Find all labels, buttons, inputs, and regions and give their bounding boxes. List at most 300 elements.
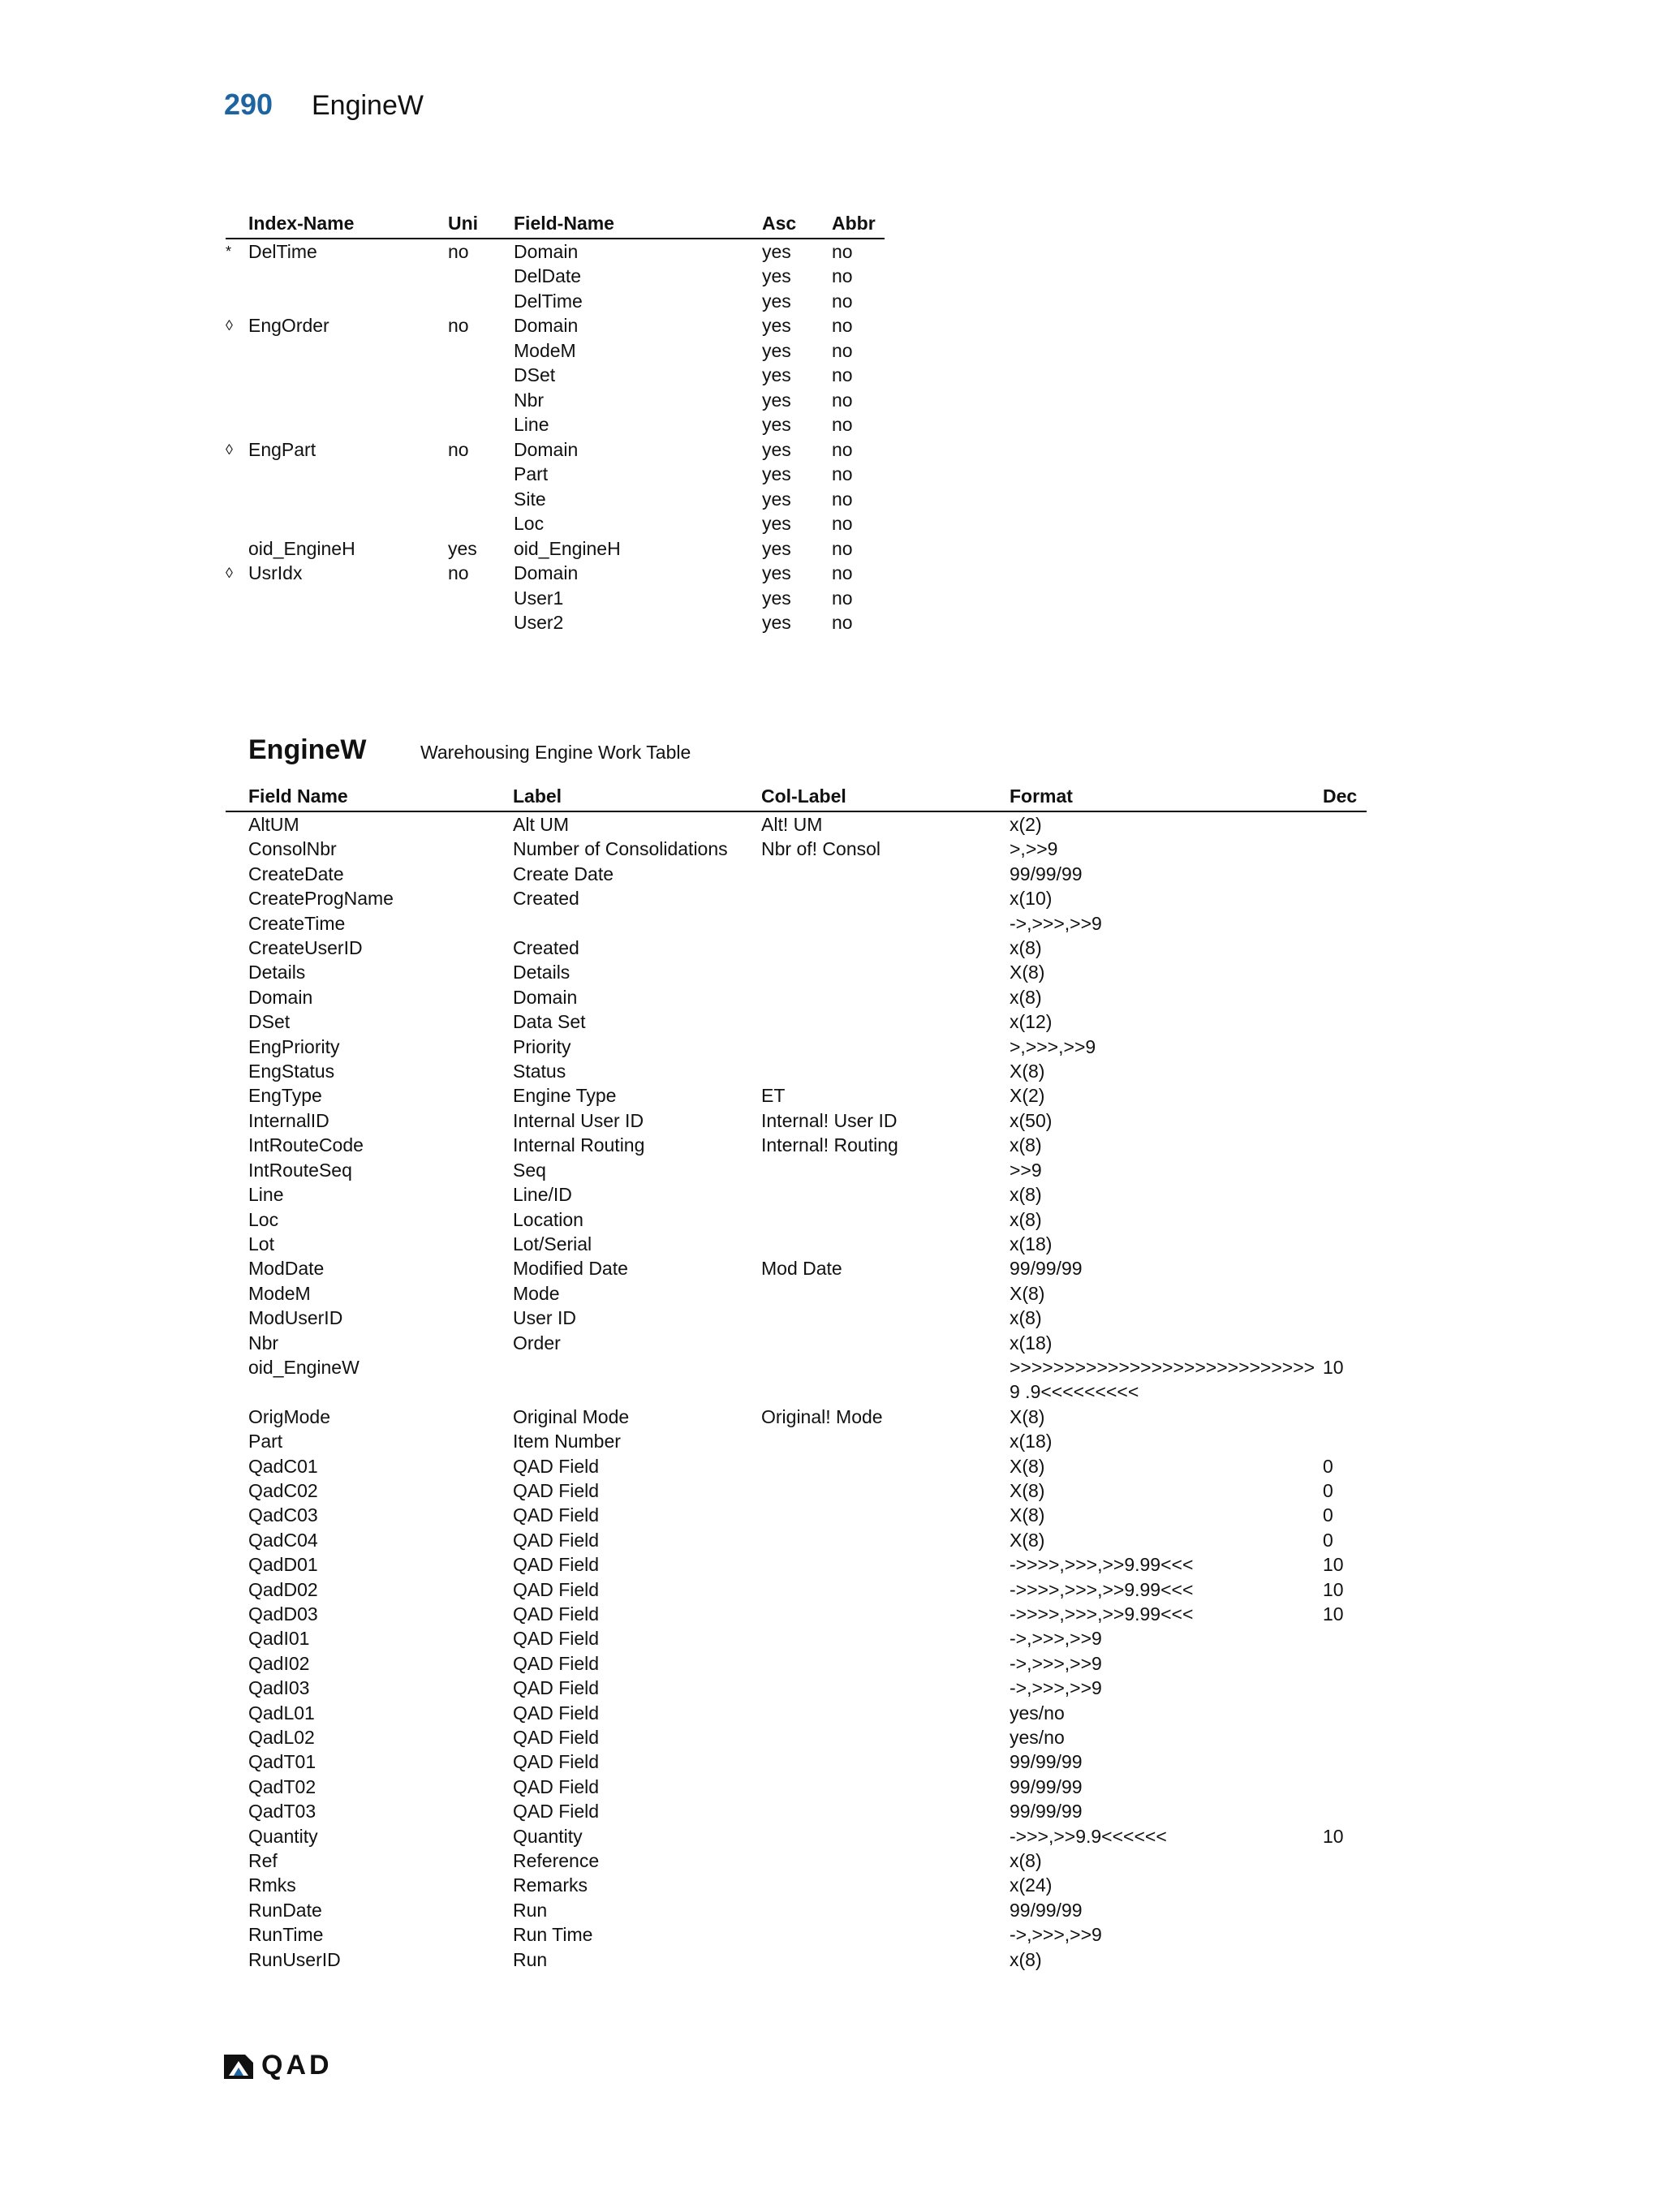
col-label-cell [761, 1651, 1010, 1676]
format-cell: X(8) [1010, 1504, 1045, 1526]
dec-cell [1323, 1405, 1367, 1429]
table-row [226, 1799, 1367, 1823]
field-name-cell: ModUserID [248, 1307, 343, 1329]
dec-cell [1323, 1331, 1367, 1355]
col-label-cell [761, 1922, 1010, 1947]
abbr-cell: no [832, 488, 853, 510]
dec-cell [1323, 1848, 1367, 1873]
label-cell: Line/ID [513, 1184, 572, 1206]
col-label-cell [761, 1182, 1010, 1207]
field-table [226, 784, 1367, 1972]
col-label-cell [761, 1749, 1010, 1774]
page-title: EngineW [312, 90, 424, 121]
field-name-cell: QadI03 [248, 1677, 310, 1699]
table-row [226, 1429, 1367, 1453]
table-row [226, 1281, 1367, 1306]
field-name-cell: QadI01 [248, 1628, 310, 1650]
label-cell: Details [513, 962, 571, 983]
asc-cell: yes [762, 339, 791, 361]
format-cell: >>9 [1010, 1159, 1042, 1181]
table-row [226, 1182, 1367, 1207]
table-row [226, 1158, 1367, 1182]
label-cell: Number of Consolidations [513, 838, 728, 860]
unique-cell: no [448, 315, 469, 337]
format-cell: X(8) [1010, 1455, 1045, 1477]
table-row [226, 611, 885, 636]
col-label-cell [761, 1528, 1010, 1552]
field-name-cell: QadD03 [248, 1603, 318, 1625]
index-name-cell: EngOrder [248, 315, 329, 337]
table-row [226, 314, 885, 339]
table-row [226, 1232, 1367, 1256]
abbr-cell: no [832, 364, 853, 386]
field-name-cell: RunDate [248, 1899, 322, 1921]
table-row [226, 239, 885, 265]
table-row [226, 1207, 1367, 1232]
table-title: EngineW [248, 734, 367, 765]
format-cell: X(8) [1010, 1282, 1045, 1304]
field-name-cell: Nbr [514, 389, 545, 411]
col-label-cell [761, 1577, 1010, 1602]
format-cell: x(18) [1010, 1431, 1053, 1452]
field-name-cell: CreateUserID [248, 937, 363, 959]
field-name-cell: Loc [514, 513, 545, 535]
col-label-cell [761, 1775, 1010, 1799]
format-cell: ->>>,>>9.9<<<<<< [1010, 1825, 1167, 1847]
dec-cell [1323, 1947, 1367, 1972]
index-marker: * [226, 243, 232, 260]
field-name-cell: QadT03 [248, 1801, 316, 1823]
field-name-cell: QadL01 [248, 1702, 315, 1724]
label-cell: QAD Field [513, 1628, 600, 1650]
field-name-cell: User2 [514, 612, 564, 634]
table-row [226, 1478, 1367, 1503]
column-header: Uni [448, 213, 479, 234]
dec-cell [1323, 886, 1367, 910]
field-name-cell: Site [514, 488, 546, 510]
abbr-cell: no [832, 240, 853, 262]
table-row [226, 1824, 1367, 1848]
col-label-cell [761, 911, 1010, 936]
dec-cell [1323, 1182, 1367, 1207]
field-name-cell: Part [514, 463, 549, 485]
col-label-cell: ET [761, 1085, 786, 1107]
field-name-cell: CreateTime [248, 912, 346, 934]
table-row [226, 1922, 1367, 1947]
label-cell: Priority [513, 1035, 571, 1057]
field-name-cell: QadT02 [248, 1775, 316, 1797]
field-name-cell: Nbr [248, 1332, 279, 1353]
asc-cell: yes [762, 389, 791, 411]
col-label-cell [761, 985, 1010, 1009]
dec-cell [1323, 1207, 1367, 1232]
format-cell: X(8) [1010, 1405, 1045, 1427]
abbr-cell: no [832, 587, 853, 609]
dec-cell [1323, 812, 1367, 837]
qad-logo-icon [222, 2051, 255, 2081]
format-cell: yes/no [1010, 1727, 1065, 1749]
table-row [226, 862, 1367, 886]
table-row [226, 265, 885, 290]
format-cell: >>>>>>>>>>>>>>>>>>>>>>>>>>>>9 .9<<<<<<<<< [1010, 1356, 1315, 1403]
col-label-cell [761, 1035, 1010, 1059]
label-cell: Created [513, 888, 579, 910]
table-row [226, 1035, 1367, 1059]
table-row [226, 463, 885, 488]
col-label-cell [761, 862, 1010, 886]
table-row [226, 1775, 1367, 1799]
format-cell: x(10) [1010, 888, 1053, 910]
asc-cell: yes [762, 488, 791, 510]
format-cell: yes/no [1010, 1702, 1065, 1724]
format-cell: x(12) [1010, 1011, 1053, 1033]
format-cell: x(24) [1010, 1874, 1053, 1896]
field-name-cell: EngPriority [248, 1035, 340, 1057]
dec-cell [1323, 1306, 1367, 1330]
dec-cell [1323, 1725, 1367, 1749]
field-name-cell: Domain [248, 986, 313, 1008]
field-name-cell: oid_EngineW [248, 1356, 360, 1378]
column-header: Col-Label [761, 785, 846, 807]
table-section-header [248, 734, 691, 766]
format-cell: x(8) [1010, 986, 1042, 1008]
field-name-cell: IntRouteSeq [248, 1159, 352, 1181]
label-cell [513, 1355, 761, 1405]
table-row [226, 1083, 1367, 1108]
table-row [226, 1355, 1367, 1405]
field-name-cell: RunTime [248, 1924, 324, 1946]
field-name-cell: Domain [514, 240, 579, 262]
field-name-cell: CreateProgName [248, 888, 394, 910]
asc-cell: yes [762, 265, 791, 287]
col-label-cell: Internal! User ID [761, 1109, 898, 1131]
dec-cell [1323, 1799, 1367, 1823]
table-row [226, 413, 885, 438]
asc-cell: yes [762, 562, 791, 584]
format-cell: x(18) [1010, 1332, 1053, 1353]
abbr-cell: no [832, 438, 853, 460]
format-cell: x(50) [1010, 1109, 1053, 1131]
index-table [226, 213, 885, 635]
format-cell: 99/99/99 [1010, 863, 1083, 884]
column-header: Index-Name [248, 213, 355, 234]
col-label-cell [761, 1158, 1010, 1182]
asc-cell: yes [762, 537, 791, 559]
label-cell: QAD Field [513, 1727, 600, 1749]
label-cell: QAD Field [513, 1479, 600, 1501]
abbr-cell: no [832, 537, 853, 559]
dec-cell [1323, 1232, 1367, 1256]
col-label-cell [761, 1355, 1010, 1405]
dec-cell [1323, 1701, 1367, 1725]
format-cell: x(8) [1010, 1134, 1042, 1156]
column-header: Abbr [832, 213, 876, 234]
label-cell: QAD Field [513, 1554, 600, 1576]
field-name-cell: QadC03 [248, 1504, 318, 1526]
abbr-cell: no [832, 414, 853, 436]
index-name-cell: DelTime [248, 240, 317, 262]
table-row [226, 1256, 1367, 1280]
table-row [226, 1059, 1367, 1083]
table-row [226, 562, 885, 587]
label-cell: QAD Field [513, 1529, 600, 1551]
dec-cell [1323, 1626, 1367, 1650]
format-cell: >,>>>,>>9 [1010, 1035, 1096, 1057]
field-name-cell: User1 [514, 587, 564, 609]
dec-cell [1323, 1108, 1367, 1133]
dec-cell [1323, 1009, 1367, 1034]
format-cell: x(8) [1010, 1184, 1042, 1206]
logo-text: QAD [261, 2050, 333, 2081]
unique-cell: yes [448, 537, 477, 559]
abbr-cell: no [832, 389, 853, 411]
label-cell: Status [513, 1061, 566, 1082]
dec-cell: 0 [1323, 1479, 1333, 1501]
col-label-cell [761, 1799, 1010, 1823]
table-row [226, 936, 1367, 960]
field-name-cell: ModeM [514, 339, 576, 361]
field-name-cell: IntRouteCode [248, 1134, 364, 1156]
field-name-cell: DSet [248, 1011, 291, 1033]
format-cell: ->,>>>,>>9 [1010, 1677, 1102, 1699]
field-name-cell: OrigMode [248, 1405, 330, 1427]
column-header: Asc [762, 213, 797, 234]
col-label-cell [761, 1232, 1010, 1256]
field-name-cell: ConsolNbr [248, 838, 337, 860]
table-row [226, 1626, 1367, 1650]
field-name-cell: QadT01 [248, 1751, 316, 1773]
field-name-cell: Details [248, 962, 306, 983]
col-label-cell [761, 1331, 1010, 1355]
format-cell: ->,>>>,>>9 [1010, 1924, 1102, 1946]
table-row [226, 1454, 1367, 1478]
table-row [226, 1009, 1367, 1034]
label-cell: Seq [513, 1159, 546, 1181]
page-number: 290 [224, 88, 273, 121]
table-row [226, 1306, 1367, 1330]
abbr-cell: no [832, 315, 853, 337]
col-label-cell [761, 1306, 1010, 1330]
field-name-cell: ModeM [248, 1282, 311, 1304]
col-label-cell [761, 1429, 1010, 1453]
dec-cell [1323, 837, 1367, 861]
label-cell: QAD Field [513, 1455, 600, 1477]
table-description: Warehousing Engine Work Table [420, 742, 691, 763]
label-cell: Run [513, 1899, 548, 1921]
format-cell: X(8) [1010, 962, 1045, 983]
table-row [226, 338, 885, 364]
dec-cell: 10 [1323, 1356, 1344, 1378]
col-label-cell: Nbr of! Consol [761, 838, 881, 860]
dec-cell [1323, 1922, 1367, 1947]
label-cell: Lot/Serial [513, 1233, 592, 1254]
label-cell: QAD Field [513, 1677, 600, 1699]
format-cell: 99/99/99 [1010, 1801, 1083, 1823]
col-label-cell [761, 1503, 1010, 1527]
abbr-cell: no [832, 562, 853, 584]
index-marker: ◊ [226, 317, 233, 334]
abbr-cell: no [832, 290, 853, 312]
field-name-cell: oid_EngineH [514, 537, 621, 559]
field-name-cell: InternalID [248, 1109, 329, 1131]
table-row [226, 960, 1367, 984]
unique-cell: no [448, 240, 469, 262]
table-row [226, 1331, 1367, 1355]
label-cell: Location [513, 1208, 583, 1230]
table-row [226, 437, 885, 463]
label-cell: QAD Field [513, 1751, 600, 1773]
index-marker: ◊ [226, 565, 233, 582]
format-cell: ->>>>,>>>,>>9.99<<< [1010, 1554, 1194, 1576]
table-row [226, 536, 885, 562]
col-label-cell [761, 886, 1010, 910]
label-cell: Remarks [513, 1874, 588, 1896]
asc-cell: yes [762, 414, 791, 436]
table-row [226, 886, 1367, 910]
dec-cell: 10 [1323, 1603, 1344, 1625]
label-cell: Create Date [513, 863, 614, 884]
table-row [226, 1503, 1367, 1527]
table-row [226, 1528, 1367, 1552]
label-cell: QAD Field [513, 1504, 600, 1526]
column-header: Field-Name [514, 213, 614, 234]
table-row [226, 911, 1367, 936]
col-label-cell [761, 1009, 1010, 1034]
index-table-header [226, 213, 885, 239]
col-label-cell [761, 1454, 1010, 1478]
abbr-cell: no [832, 339, 853, 361]
format-cell: ->,>>>,>>9 [1010, 1652, 1102, 1674]
table-row [226, 1873, 1367, 1897]
abbr-cell: no [832, 463, 853, 485]
table-row [226, 388, 885, 413]
label-cell: QAD Field [513, 1775, 600, 1797]
dec-cell [1323, 911, 1367, 936]
field-name-cell: Quantity [248, 1825, 318, 1847]
asc-cell: yes [762, 438, 791, 460]
field-name-cell: Ref [248, 1850, 278, 1872]
dec-cell: 0 [1323, 1504, 1333, 1526]
format-cell: ->>>>,>>>,>>9.99<<< [1010, 1603, 1194, 1625]
col-label-cell [761, 1059, 1010, 1083]
page-header [224, 88, 424, 128]
dec-cell [1323, 1158, 1367, 1182]
col-label-cell [761, 1725, 1010, 1749]
format-cell: ->>>>,>>>,>>9.99<<< [1010, 1578, 1194, 1600]
asc-cell: yes [762, 463, 791, 485]
asc-cell: yes [762, 240, 791, 262]
dec-cell [1323, 1873, 1367, 1897]
format-cell: X(8) [1010, 1061, 1045, 1082]
label-cell: Quantity [513, 1825, 583, 1847]
col-label-cell [761, 1898, 1010, 1922]
label-cell: Alt UM [513, 814, 569, 835]
column-header: Field Name [248, 785, 348, 807]
asc-cell: yes [762, 364, 791, 386]
dec-cell [1323, 862, 1367, 886]
field-name-cell: CreateDate [248, 863, 344, 884]
label-cell: Run Time [513, 1924, 593, 1946]
col-label-cell [761, 1478, 1010, 1503]
label-cell: Item Number [513, 1431, 621, 1452]
format-cell: 99/99/99 [1010, 1751, 1083, 1773]
label-cell: Internal User ID [513, 1109, 644, 1131]
format-cell: x(8) [1010, 1850, 1042, 1872]
field-name-cell: QadC04 [248, 1529, 318, 1551]
field-name-cell: EngType [248, 1085, 322, 1107]
dec-cell [1323, 1281, 1367, 1306]
column-header: Format [1010, 785, 1073, 807]
field-name-cell: Domain [514, 438, 579, 460]
label-cell: Order [513, 1332, 561, 1353]
format-cell: X(2) [1010, 1085, 1045, 1107]
table-row [226, 1577, 1367, 1602]
dec-cell: 10 [1323, 1825, 1344, 1847]
col-label-cell [761, 1281, 1010, 1306]
table-row [226, 586, 885, 611]
column-header: Dec [1323, 785, 1358, 807]
col-label-cell [761, 936, 1010, 960]
format-cell: x(8) [1010, 1948, 1042, 1970]
index-name-cell: oid_EngineH [248, 537, 355, 559]
dec-cell [1323, 1083, 1367, 1108]
label-cell: User ID [513, 1307, 576, 1329]
table-row [226, 1108, 1367, 1133]
label-cell: Reference [513, 1850, 600, 1872]
field-name-cell: DelTime [514, 290, 583, 312]
label-cell: QAD Field [513, 1603, 600, 1625]
asc-cell: yes [762, 587, 791, 609]
table-row [226, 1725, 1367, 1749]
col-label-cell: Alt! UM [761, 814, 823, 835]
col-label-cell [761, 1824, 1010, 1848]
field-name-cell: QadI02 [248, 1652, 310, 1674]
dec-cell [1323, 936, 1367, 960]
format-cell: X(8) [1010, 1529, 1045, 1551]
format-cell: ->,>>>,>>9 [1010, 912, 1102, 934]
field-name-cell: Domain [514, 562, 579, 584]
dec-cell [1323, 1059, 1367, 1083]
table-row [226, 1133, 1367, 1157]
label-cell: Run [513, 1948, 548, 1970]
col-label-cell [761, 960, 1010, 984]
asc-cell: yes [762, 612, 791, 634]
abbr-cell: no [832, 513, 853, 535]
col-label-cell [761, 1552, 1010, 1577]
label-cell: QAD Field [513, 1702, 600, 1724]
dec-cell [1323, 1429, 1367, 1453]
table-row [226, 487, 885, 512]
col-label-cell [761, 1947, 1010, 1972]
format-cell: 99/99/99 [1010, 1258, 1083, 1280]
abbr-cell: no [832, 612, 853, 634]
index-marker: ◊ [226, 441, 233, 458]
format-cell: X(8) [1010, 1479, 1045, 1501]
format-cell: x(18) [1010, 1233, 1053, 1254]
format-cell: x(8) [1010, 1307, 1042, 1329]
col-label-cell: Internal! Routing [761, 1134, 898, 1156]
field-name-cell: AltUM [248, 814, 299, 835]
table-row [226, 1676, 1367, 1700]
label-cell: Mode [513, 1282, 560, 1304]
field-name-cell: Line [514, 414, 549, 436]
index-name-cell: UsrIdx [248, 562, 303, 584]
field-name-cell: Part [248, 1431, 283, 1452]
field-name-cell: QadD02 [248, 1578, 318, 1600]
field-name-cell: QadD01 [248, 1554, 318, 1576]
table-row [226, 1701, 1367, 1725]
unique-cell: no [448, 562, 469, 584]
